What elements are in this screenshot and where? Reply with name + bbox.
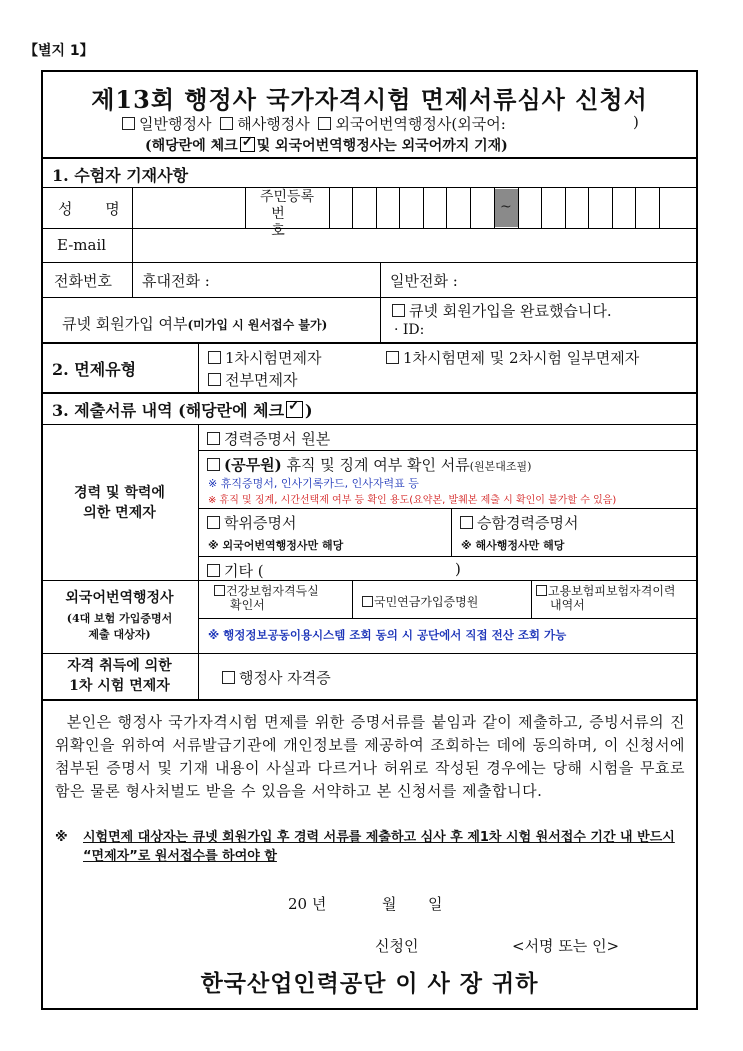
name-label: 성 명	[58, 200, 134, 218]
type-note	[145, 135, 508, 155]
general-checkbox[interactable]	[122, 117, 135, 130]
license-label-line1: 자격 취득에 의한	[67, 658, 172, 674]
ins-note: ※ 행정정보공동이용시스템 조회 동의 시 공단에서 직접 전산 조회 가능	[208, 628, 567, 642]
exempt-opt2-label: 1차시험면제 및 2차시험 일부면제자	[403, 349, 640, 367]
exempt-opt2	[386, 347, 639, 368]
doc2-label-a: (공무원)	[224, 456, 282, 474]
qnet-done-text: 큐넷 회원가입을 완료했습니다.	[409, 302, 612, 320]
date-day: 일	[428, 895, 443, 913]
qnet-note: (미가입 시 원서접수 불가)	[187, 318, 328, 332]
phone-label: 전화번호	[54, 272, 112, 290]
qnet-label	[62, 313, 327, 334]
doc3-item	[207, 512, 296, 533]
rrn-label-line1: 주민등록	[259, 189, 315, 205]
doc1-checkbox[interactable]	[207, 432, 220, 445]
doc3-label: 학위증명서	[224, 514, 297, 532]
doc2-item	[207, 454, 531, 475]
ins3-label-b: 내역서	[550, 598, 585, 612]
qnet-done	[392, 300, 612, 321]
doc2-checkbox[interactable]	[207, 458, 220, 471]
general-label: 일반행정사	[139, 115, 212, 133]
qnet-id-label: · ID:	[394, 322, 425, 338]
exempt-opt1-checkbox[interactable]	[208, 351, 221, 364]
maritime-label: 해사행정사	[237, 115, 310, 133]
doc2-label-b: 휴직 및 징계 여부 확인 서류	[286, 456, 470, 474]
doc1-item	[207, 428, 330, 449]
landline-label: 일반전화 :	[390, 272, 458, 290]
license-item	[222, 667, 331, 688]
exempt-opt1	[208, 347, 321, 368]
ins1-label-b: 확인서	[230, 598, 265, 612]
doc4-label: 승함경력증명서	[477, 514, 579, 532]
ins3-checkbox[interactable]	[536, 585, 547, 596]
doc4-checkbox[interactable]	[460, 516, 473, 529]
section2-heading: 2. 면제유형	[52, 360, 137, 379]
date-year: 20 년	[288, 895, 327, 913]
form-frame	[41, 70, 698, 1010]
doc4-item	[460, 512, 578, 533]
ins2-item	[362, 593, 478, 610]
license-checkbox[interactable]	[222, 671, 235, 684]
doc5-item	[207, 560, 264, 581]
section3-heading	[52, 398, 313, 421]
section1-heading: 1. 수험자 기재사항	[52, 166, 189, 185]
foreign-close: )	[633, 113, 639, 131]
career-label-line1: 경력 및 학력에	[74, 485, 165, 501]
mobile-label: 휴대전화 :	[142, 272, 210, 290]
exempt-opt3-checkbox[interactable]	[208, 373, 221, 386]
doc5-close: )	[455, 560, 461, 578]
date-month: 월	[382, 895, 397, 913]
doc1-label: 경력증명서 원본	[224, 430, 331, 448]
doc5-label: 기타 (	[224, 562, 264, 580]
email-label: E-mail	[57, 236, 107, 254]
rrn-separator: ~	[500, 199, 512, 215]
exempt-opt3	[208, 369, 297, 390]
career-label	[41, 483, 198, 523]
foreign-label: 외국어번역행정사(외국어:	[335, 115, 506, 133]
foreign-label-line3: 제출 대상자)	[88, 628, 151, 641]
email-field[interactable]	[134, 230, 694, 260]
form-title: 제13회 행정사 국가자격시험 면제서류심사 신청서	[91, 85, 648, 114]
notice-mark: ※	[55, 830, 68, 845]
exempt-opt3-label: 전부면제자	[225, 371, 298, 389]
section3-heading-text: 3. 제출서류 내역 (해당란에 체크	[52, 401, 285, 420]
notice	[55, 828, 685, 866]
ins2-checkbox[interactable]	[362, 596, 373, 607]
addressee: 한국산업인력공단 이 사 장 귀하	[200, 970, 539, 997]
type-note-start: (해당란에 체크	[145, 138, 238, 154]
ins3-item	[536, 584, 676, 612]
license-label-line2: 1차 시험 면제자	[69, 678, 170, 694]
license-doc-label: 행정사 자격증	[239, 669, 331, 687]
doc3-note: ※ 외국어번역행정사만 해당	[208, 539, 344, 552]
ins2-label: 국민연금가입증명원	[374, 595, 479, 609]
exempt-opt1-label: 1차시험면제자	[225, 349, 322, 367]
qnet-checkbox[interactable]	[392, 304, 405, 317]
section3-heading-close: )	[305, 401, 313, 420]
ins3-label-a: 고용보험피보험자격이력	[548, 584, 676, 598]
foreign-checkbox[interactable]	[318, 117, 331, 130]
doc4-note: ※ 해사행정사만 해당	[461, 539, 565, 552]
foreign-label-line2: (4대 보험 가입증명서	[66, 612, 173, 625]
career-label-line2: 의한 면제자	[83, 505, 156, 521]
notice-text: 시험면제 대상자는 큐넷 회원가입 후 경력 서류를 제출하고 심사 후 제1차 시험 원서접수 기간 내 반드시 “면제자”로 원서접수를 하여야 함	[83, 830, 675, 864]
doc2-label-c: (원본대조필)	[469, 460, 532, 473]
signature-label: <서명 또는 인>	[512, 937, 620, 955]
foreign-label	[41, 587, 198, 642]
rrn-label-line2: 번 호	[271, 206, 303, 239]
declaration-text	[55, 711, 685, 803]
doc2-note-blue: ※ 휴직증명서, 인사기록카드, 인사자력표 등	[208, 477, 419, 490]
foreign-label-line1: 외국어번역행정사	[65, 590, 174, 606]
type-note-end: 및 외국어번역행정사는 외국어까지 기재)	[256, 138, 508, 154]
doc2-note-red: ※ 휴직 및 징계, 시간선택제 여부 등 확인 용도(요약본, 발췌본 제출 시 확인이 불가할 수 있음)	[208, 495, 617, 506]
exempt-opt2-checkbox[interactable]	[386, 351, 399, 364]
ins1-checkbox[interactable]	[214, 585, 225, 596]
doc5-checkbox[interactable]	[207, 564, 220, 577]
qnet-label-text: 큐넷 회원가입 여부	[62, 315, 188, 333]
ins1-label-a: 건강보험자격득실	[226, 584, 319, 598]
checked-box-icon	[286, 401, 303, 418]
checked-box-icon	[240, 137, 255, 152]
license-label	[41, 656, 198, 696]
annex-label: 【별지 1】	[24, 43, 94, 59]
maritime-checkbox[interactable]	[220, 117, 233, 130]
applicant-label: 신청인	[375, 937, 419, 955]
declaration-body: 본인은 행정사 국가자격시험 면제를 위한 증명서류를 붙임과 같이 제출하고, 증빙서류의 진위확인을 위하여 서류발급기관에 개인정보를 제공하여 조회하는 데에 동의하며, 이 신청서에 첨부된 증명서 및 기재 내용이 사실과 다르거나 허위로 작성된 경우에는 당해 시험을 무효로 함은 물론 형사처벌도 받을 수 있음을 서약하고 본 신청서를 제출합니다.	[55, 713, 685, 800]
type-options	[122, 113, 506, 134]
doc3-checkbox[interactable]	[207, 516, 220, 529]
ins1-item	[214, 584, 319, 612]
